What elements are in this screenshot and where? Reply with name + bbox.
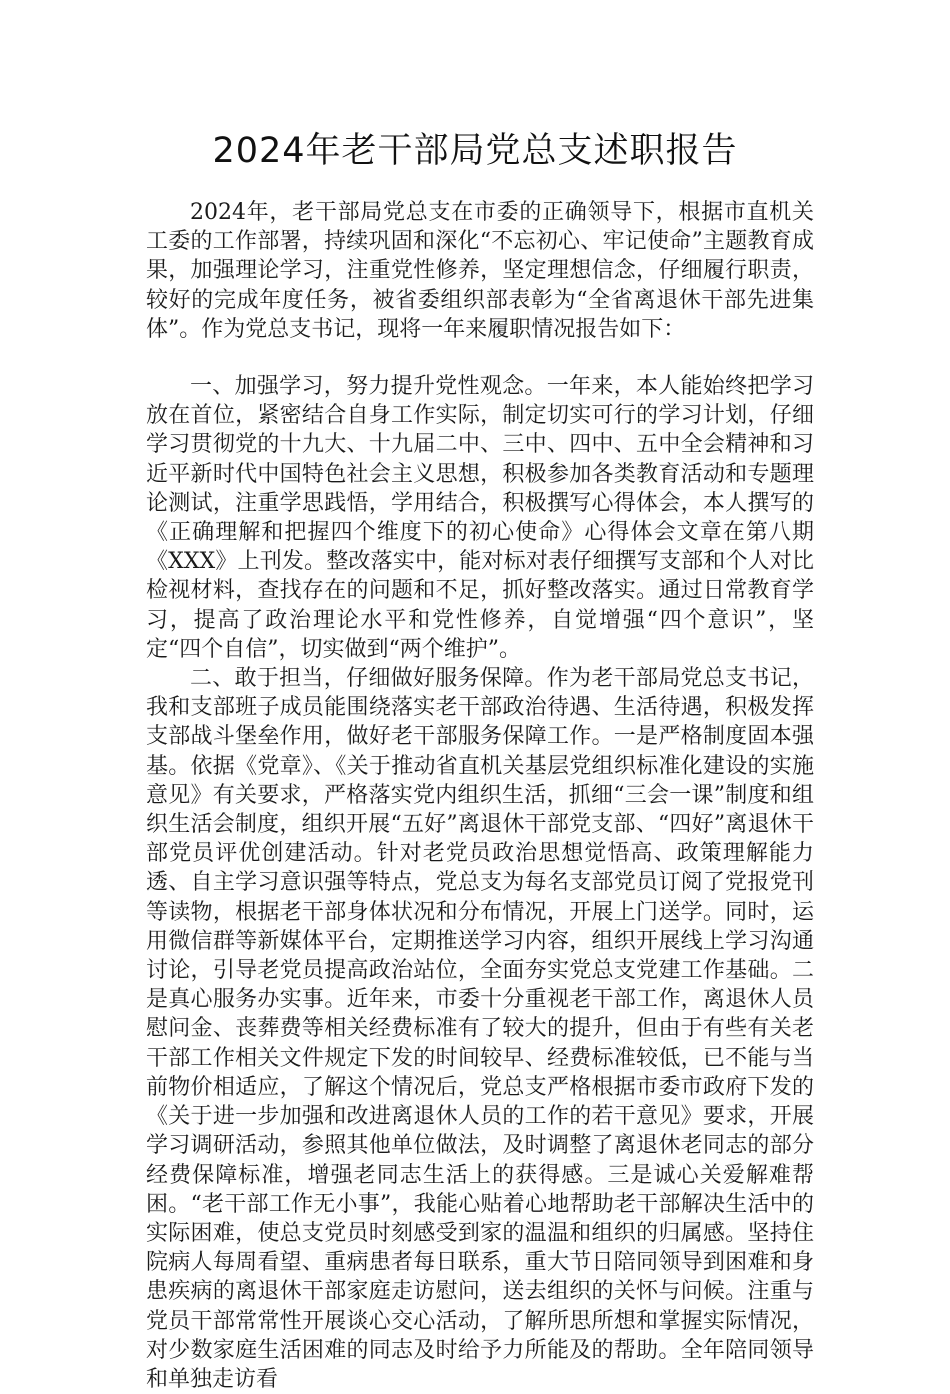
paragraph-section-2: 二、敢于担当，仔细做好服务保障。作为老干部局党总支书记，我和支部班子成员能围绕落实老干部政治待遇、生活待遇，积极发挥支部战斗堡垒作用，做好老干部服务保障工作。一是严格制度固本强基。依据《党章》、《关于推动省直机关基层党组织标准化建设的实施意见》有关要求，严格落实党内组织生活，抓细“三会一课”制度和组织生活会制度，组织开展“五好”离退休干部党支部、“四好”离退休干部党员评优创建活动。针对老党员政治思想觉悟高、政策理解能力透、自主学习意识强等特点，党总支为每名支部党员订阅了党报党刊等读物，根据老干部身体状况和分布情况，开展上门送学。同时，运用微信群等新媒体平台，定期推送学习内容，组织开展线上学习沟通讨论，引导老党员提高政治站位，全面夯实党总支党建工作基础。二是真心服务办实事。近年来，市委十分重视老干部工作，离退休人员慰问金、丧葬费等相关经费标准有了较大的提升，但由于有些有关老干部工作相关文件规定下发的时间较早、经费标准较低，已不能与当前物价相适应，了解这个情况后，党总支严格根据市委市政府下发的《关于进一步加强和改进离退休人员的工作的若干意见》要求，开展学习调研活动，参照其他单位做法，及时调整了离退休老同志的部分经费保障标准，增强老同志生活上的获得感。三是诚心关爱解难帮困。“老干部工作无小事”，我能心贴着心地帮助老干部解决生活中的实际困难，使总支党员时刻感受到家的温温和组织的归属感。坚持住院病人每周看望、重病患者每日联系，重大节日陪同领导到困难和身患疾病的离退休干部家庭走访慰问，送去组织的关怀与问候。注重与党员干部常常性开展谈心交心活动，了解所思所想和掌握实际情况，对少数家庭生活困难的同志及时给予力所能及的帮助。全年陪同领导和单独走访看 bbox=[146, 666, 814, 1392]
document-body bbox=[146, 198, 814, 1394]
paragraph-section-1: 一、加强学习，努力提升党性观念。一年来，本人能始终把学习放在首位，紧密结合自身工作实际，制定切实可行的学习计划，仔细学习贯彻党的十九大、十九届二中、三中、四中、五中全会精神和习近平新时代中国特色社会主义思想，积极参加各类教育活动和专题理论测试，注重学思践悟，学用结合，积极撰写心得体会，本人撰写的《正确理解和把握四个维度下的初心使命》心得体会文章在第八期《XXX》上刊发。整改落实中，能对标对表仔细撰写支部和个人对比检视材料，查找存在的问题和不足，抓好整改落实。通过日常教育学习，提高了政治理论水平和党性修养，自觉增强“四个意识”，坚定“四个自信”，切实做到“两个维护”。 bbox=[146, 374, 814, 662]
paragraph-intro: 2024年，老干部局党总支在市委的正确领导下，根据市直机关工委的工作部署，持续巩固和深化“不忘初心、牢记使命”主题教育成果，加强理论学习，注重党性修养，坚定理想信念，仔细履行职责，较好的完成年度任务，被省委组织部表彰为“全省离退休干部先进集体”。作为党总支书记，现将一年来履职情况报告如下： bbox=[146, 200, 814, 342]
document-title: 2024年老干部局党总支述职报告 bbox=[212, 131, 738, 171]
